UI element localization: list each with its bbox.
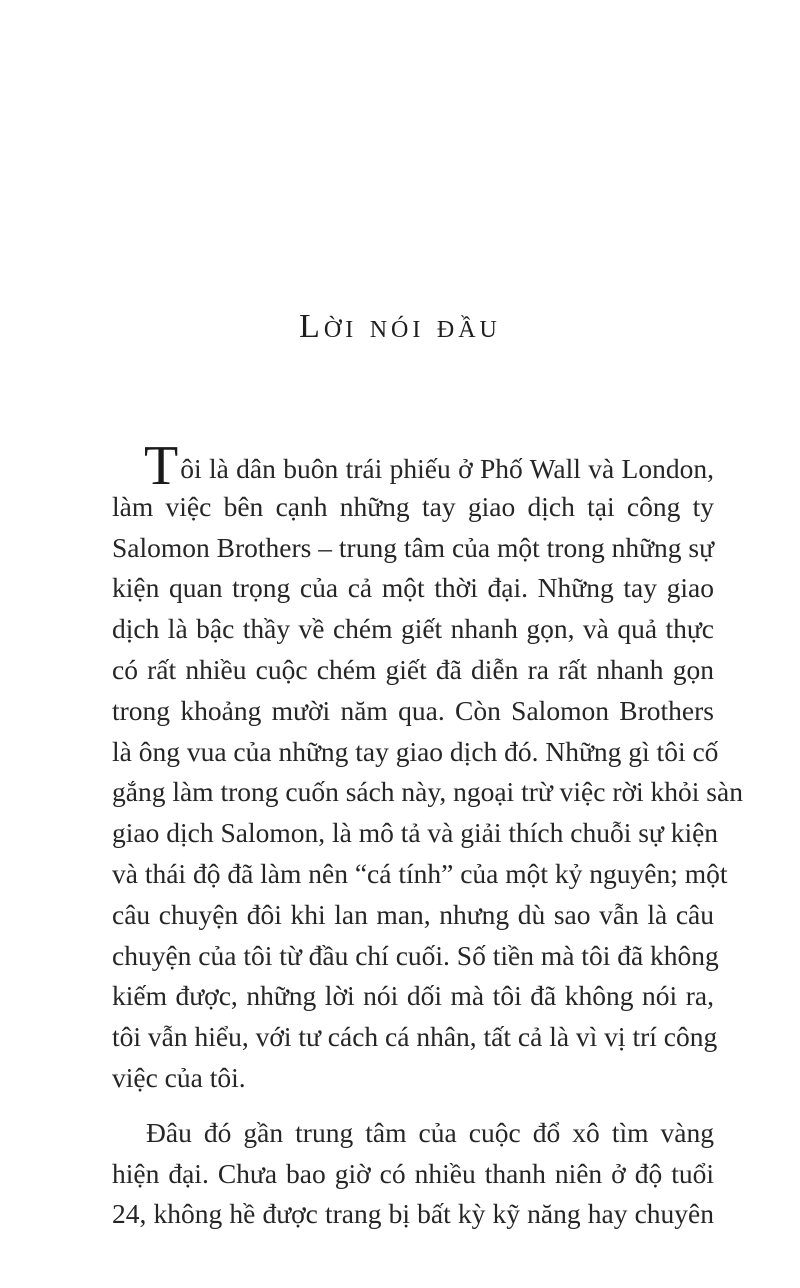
paragraph-spacer (112, 1099, 714, 1113)
text-line: kiện quan trọng của cả một thời đại. Những tay giao (112, 572, 714, 604)
text-line: làm việc bên cạnh những tay giao dịch tại công ty (112, 490, 714, 522)
body-text (112, 435, 743, 1235)
text-line: gắng làm trong cuốn sách này, ngoại trừ việc rời khỏi sàn (112, 776, 743, 808)
text-line: chuyện của tôi từ đầu chí cuối. Số tiền mà tôi đã không (112, 939, 719, 971)
drop-cap: T (144, 435, 179, 497)
text-line: kiếm được, những lời nói dối mà tôi đã không nói ra, (112, 980, 714, 1012)
text-line: câu chuyện đôi khi lan man, nhưng dù sao vẫn là câu (112, 898, 714, 930)
text-line: Salomon Brothers – trung tâm của một trong những sự (112, 531, 714, 563)
first-line-text: ôi là dân buôn trái phiếu ở Phố Wall và London, (180, 453, 714, 484)
paragraph-1-last-line: việc của tôi. (112, 1061, 246, 1093)
text-line: tôi vẫn hiểu, với tư cách cá nhân, tất cả là vì vị trí công (112, 1021, 718, 1053)
text-line: trong khoảng mười năm qua. Còn Salomon Brothers (112, 694, 714, 726)
text-line: giao dịch Salomon, là mô tả và giải thích chuỗi sự kiện (112, 817, 719, 849)
paragraph-2-first-line: Đâu đó gần trung tâm của cuộc đổ xô tìm vàng (146, 1116, 714, 1148)
text-line: và thái độ đã làm nên “cá tính” của một kỷ nguyên; một (112, 857, 728, 889)
text-line: là ông vua của những tay giao dịch đó. Những gì tôi cố (112, 735, 719, 767)
text-line: hiện đại. Chưa bao giờ có nhiều thanh niên ở độ tuổi (112, 1157, 714, 1189)
chapter-title: Lời nói đầu (299, 308, 501, 345)
text-line: có rất nhiều cuộc chém giết đã diễn ra rất nhanh gọn (112, 653, 714, 685)
paragraph-1-first-line (112, 435, 714, 497)
text-line: dịch là bậc thầy về chém giết nhanh gọn, và quả thực (112, 613, 714, 645)
text-line: 24, không hề được trang bị bất kỳ kỹ năng hay chuyên (112, 1198, 714, 1230)
